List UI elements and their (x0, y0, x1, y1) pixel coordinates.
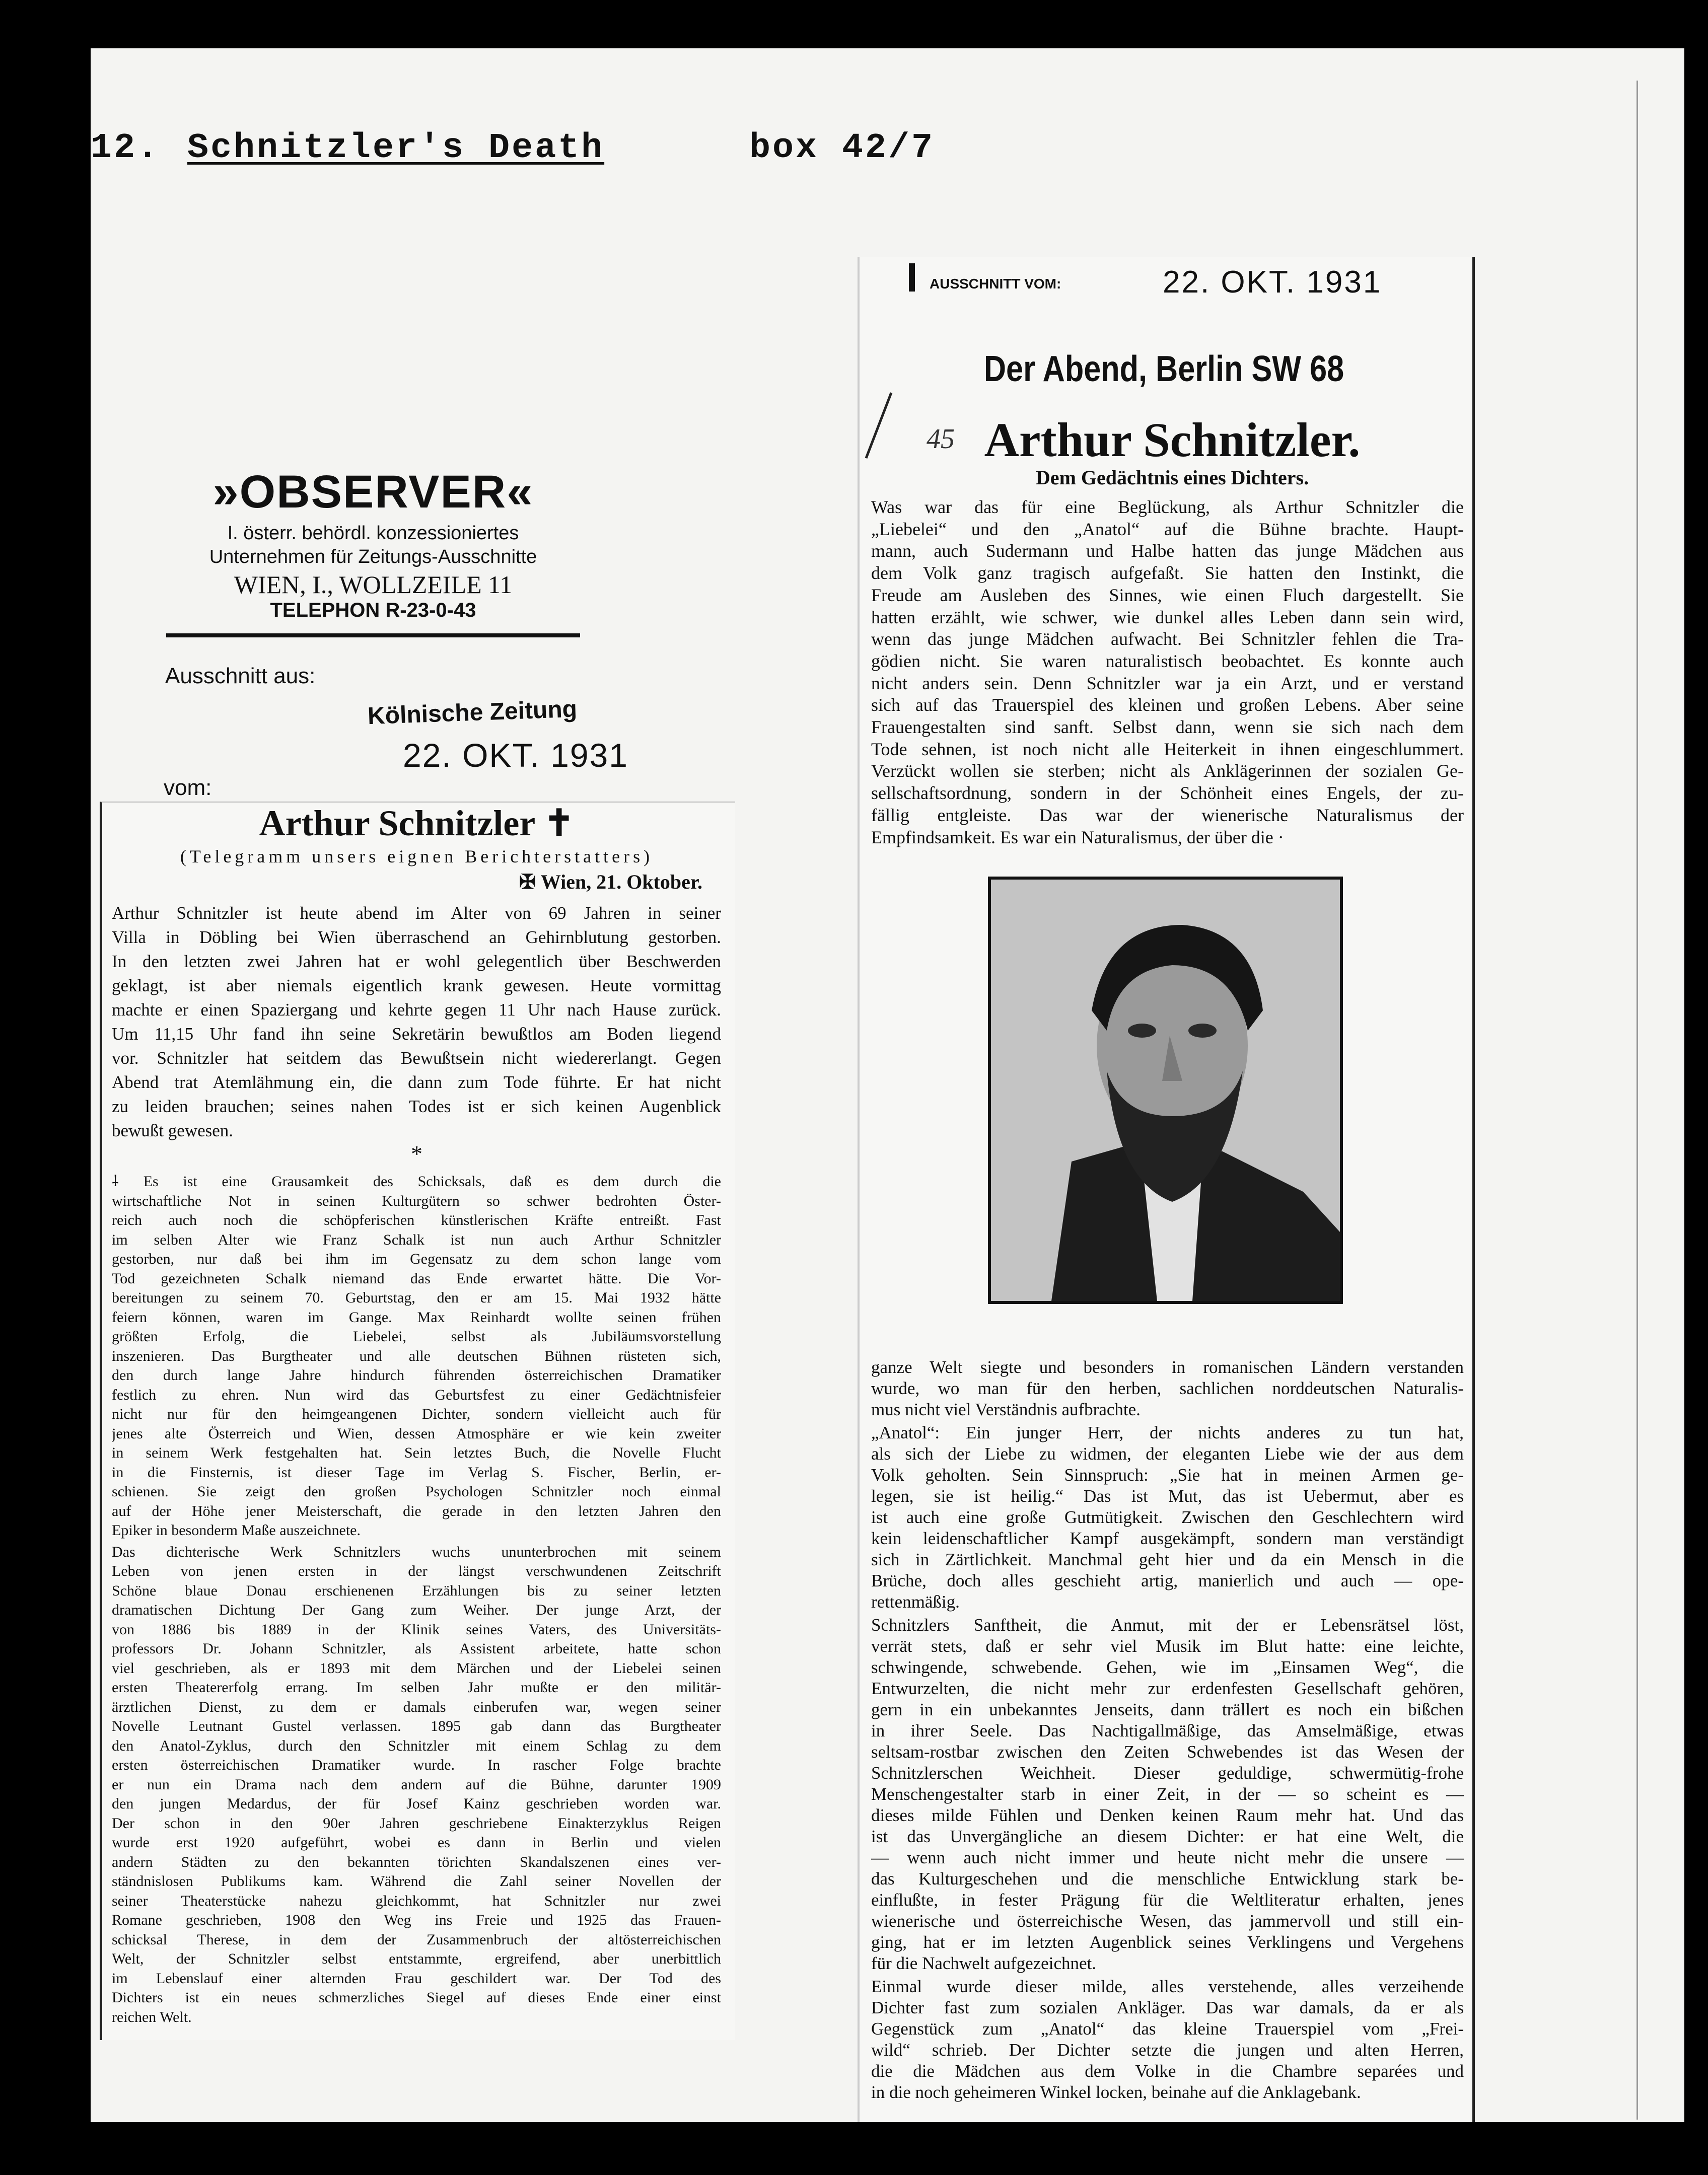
clip-marker (909, 263, 915, 292)
text-line: in ihrer Seele. Das Nachtigallmäßige, das Amselmäßige, etwas (871, 1721, 1464, 1741)
text-line: Um 11,15 Uhr fand ihn seine Sekretärin bewußtlos am Boden liegend (112, 1024, 721, 1044)
adjacent-clipping-edge (1636, 81, 1638, 2120)
text-line: feiern können, waren im Gange. Max Reinhardt wollte seinen frühen (112, 1309, 721, 1326)
text-line: ersten Theatererfolg errang. Im selben Jahr mußte er den militär- (112, 1679, 721, 1696)
text-line: ⸸ Es ist eine Grausamkeit des Schicksals, daß es dem durch die (112, 1173, 721, 1190)
folder-number: 12. (91, 128, 161, 168)
observer-line-2: Unternehmen für Zeitungs-Ausschnitte (209, 546, 537, 567)
text-line: rettenmäßig. (871, 1592, 960, 1612)
text-line: ärztlichen Dienst, zu dem er damals einberufen war, wegen seiner (112, 1698, 721, 1715)
text-line: Novelle Leutnant Gustel verlassen. 1895 gab dann das Burgtheater (112, 1718, 721, 1734)
text-line: mann, auch Sudermann und Halbe hatten das junge Mädchen aus (871, 541, 1464, 561)
text-line: machte er einen Spaziergang und kehrte gegen 11 Uhr nach Hause zurück. (112, 1000, 721, 1020)
text-line: Der schon in den 90er Jahren geschriebene Einakterzyklus Reigen (112, 1815, 721, 1832)
text-line: das Kulturgeschehen und die menschliche Entwicklung stark be- (871, 1869, 1464, 1889)
text-line: die die Mädchen aus dem Volke in die Chambre separées und (871, 2061, 1464, 2081)
text-line: ersten österreichischen Dramatiker wurde. In rascher Folge brachte (112, 1757, 721, 1773)
text-line: bewußt gewesen. (112, 1121, 234, 1140)
text-line: sellschaftsordnung, sondern in der Schönheit eines Engels, der zu- (871, 783, 1464, 804)
text-line: als sich der Liebe zu widmen, der eleganten Liebe wie der aus dem (871, 1444, 1464, 1464)
scan-bottom-border (0, 2122, 1708, 2175)
text-line: zu leiden brauchen; seines nahen Todes ist er sich keinen Augenblick (112, 1097, 721, 1116)
text-line: Schöne blaue Donau erschienenen Erzählungen bis zu seiner letzten (112, 1582, 721, 1599)
text-line: — wenn auch nicht immer und heute nicht mehr die unsere — (871, 1848, 1464, 1867)
text-line: verrät stets, daß er sehr viel Musik im Blut hatte: eine leichte, (871, 1636, 1464, 1656)
text-line: ganze Welt siegte und besonders in romanischen Ländern verstanden (871, 1357, 1464, 1377)
text-line: sich in Zärtlichkeit. Manchmal geht hier und da ein Mensch in die (871, 1550, 1464, 1569)
text-line: im selben Alter wie Franz Schalk ist nun auch Arthur Schnitzler (112, 1231, 721, 1248)
text-line: Menschengestalter starb in einer Zeit, in der — so scheint es — (871, 1784, 1464, 1804)
text-line: sich auf das Trauerspiel des kleinen und großen Lebens. Aber seine (871, 695, 1464, 715)
text-line: ging, hat er im letzten Augenblick seines Verklingens und Vergehens (871, 1932, 1464, 1952)
text-line: vor. Schnitzler hat seitdem das Bewußtsein nicht wiedererlangt. Gegen (112, 1048, 721, 1068)
text-line: gödien nicht. Sie waren naturalistisch beobachtet. Es konnte auch (871, 650, 1464, 671)
paragraph (112, 901, 721, 1143)
left-article-subtitle: (Telegramm unsers eignen Berichterstatters) (180, 846, 654, 866)
clipping-date-label: vom: (164, 775, 212, 800)
text-line: nicht nur für den heimgeangenen Dichter, sondern vielleicht auch für (112, 1406, 721, 1422)
text-line: gern in ein unbekanntes Jenseits, dann trällert es noch ein bißchen (871, 1700, 1464, 1719)
portrait-image (991, 880, 1340, 1301)
text-line: dieses milde Fühlen und Denken keinen Raum mehr hat. Und das (871, 1805, 1464, 1825)
observer-rule (166, 633, 580, 637)
paragraph (871, 1615, 1464, 1974)
observer-address: WIEN, I., WOLLZEILE 11 (234, 570, 513, 599)
text-line: Frauengestalten sind sanft. Selbst dann, wenn sie sich nach dem (871, 717, 1464, 738)
text-line: von 1886 bis 1889 in der Klinik seines Vaters, des Universitäts- (112, 1621, 721, 1638)
text-line: Dichters ist ein neues schmerzliches Siegel auf dieses Ende einer einst (112, 1989, 721, 2006)
text-line: Romane geschrieben, 1908 den Weg ins Freie und 1925 das Frauen- (112, 1912, 721, 1928)
text-line: Empfindsamkeit. Es war ein Naturalismus, der über die · (871, 827, 1284, 847)
text-line: Abend trat Atemlähmung ein, die dann zum Tode führte. Er hat nicht (112, 1072, 721, 1092)
text-line: Welt, der Schnitzler selbst entstammte, ergreifend, aber unerbittlich (112, 1950, 721, 1967)
text-line: Brüche, doch alles geschieht artig, manierlich und auch — ope- (871, 1571, 1464, 1590)
text-line: für die Nachwelt aufgezeichnet. (871, 1953, 1096, 1973)
text-line: Dichter fast zum sozialen Ankläger. Das war damals, da er als (871, 1998, 1464, 2017)
text-line: Gegenstück zum „Anatol“ das kleine Trauerspiel vom „Frei- (871, 2019, 1464, 2039)
observer-phone: TELEPHON R-23-0-43 (270, 599, 476, 621)
text-line: Verzückt wollen sie sterben; nicht als Anklägerinnen der sozialen Ge- (871, 761, 1464, 781)
text-line: dramatischen Dichtung Der Gang zum Weiher. Der junge Arzt, der (112, 1602, 721, 1618)
text-line: inszenieren. Das Burgtheater und alle deutschen Bühnen rüsteten sich, (112, 1347, 721, 1364)
text-line: Freude am Ausleben des Sinnes, wie einen Fluch dargestellt. Sie (871, 585, 1464, 605)
text-line: wild“ schrieb. Der Dichter setzte die jungen und alten Herren, (871, 2040, 1464, 2060)
text-line: Villa in Döbling bei Wien überraschend an Gehirnblutung gestorben. (112, 927, 721, 947)
text-line: ist auch eine große Gutmütigkeit. Zwischen den Geschlechtern wird (871, 1507, 1464, 1527)
text-line: wurde, wo man für den herben, sachlichen norddeutschen Naturalis- (871, 1379, 1464, 1398)
text-line: ist das Unvergängliche an diesem Dichter: er hat eine Welt, die (871, 1827, 1464, 1846)
clip-date-label: AUSSCHNITT VOM: (930, 276, 1061, 292)
text-line: wurde erst 1920 aufgeführt, wobei es dann in Berlin und vielen (112, 1834, 721, 1851)
left-article-title: Arthur Schnitzler ✝ (259, 803, 575, 843)
text-line: schwingende, schwebende. Gehen, wie im „Einsamen Weg“, die (871, 1657, 1464, 1677)
text-line: wenn das junge Mädchen aufwacht. Bei Schnitzler fehlen die Tra- (871, 629, 1464, 649)
portrait-photo (988, 877, 1343, 1304)
text-line: In den letzten zwei Jahren hat er wohl gelegentlich über Beschwerden (112, 952, 721, 971)
text-line: Einmal wurde dieser milde, alles verstehende, alles verzeihende (871, 1977, 1464, 1996)
right-article-subtitle: Dem Gedächtnis eines Dichters. (1035, 466, 1309, 489)
text-line: bereitungen zu seinem 70. Geburtstag, den er am 15. Mai 1932 hätte (112, 1289, 721, 1306)
text-line: in die Finsternis, ist dieser Tage im Verlag S. Fischer, Berlin, er- (112, 1464, 721, 1481)
text-line: reich auch noch die schöpferischen künstlerischen Kräfte entreißt. Fast (112, 1212, 721, 1228)
text-line: Das dichterische Werk Schnitzlers wuchs ununterbrochen mit seinem (112, 1543, 721, 1560)
clip-date-stamp: 22. OKT. 1931 (1163, 265, 1382, 300)
paragraph (871, 1422, 1464, 1613)
text-line: kein leidenschaftlicher Kampf ausgekämpft, sondern man verständigt (871, 1529, 1464, 1548)
text-line: Epiker in besonderm Maße auszeichnete. (112, 1522, 361, 1539)
text-line: gestorben, nur daß bei ihm im Gegensatz zu dem schon lange vom (112, 1251, 721, 1267)
text-line: den Anatol-Zyklus, durch den Schnitzler mit einem Schlag zu dem (112, 1737, 721, 1754)
text-line: er nun ein Drama nach dem andern auf die Bühne, darunter 1909 (112, 1776, 721, 1793)
folder-title (187, 128, 604, 168)
left-article-paragraph-group-2 (112, 1172, 721, 2027)
text-line: Tod gezeichneten Schalk niemand das Ende erwartet hätte. Die Vor- (112, 1270, 721, 1287)
paragraph (871, 496, 1464, 848)
handwritten-note: 45 (927, 423, 955, 455)
folder-title-text: Schnitzler's Death (187, 128, 605, 168)
left-article-paragraph-group-1 (112, 901, 721, 1143)
text-line: in seinem Werk festgehalten hat. Sein letztes Buch, die Novelle Flucht (112, 1444, 721, 1461)
right-article-body-bottom (871, 1357, 1464, 2103)
text-line: geklagt, ist aber niemals eigentlich krank gewesen. Heute vormittag (112, 976, 721, 995)
text-line: den jungen Medardus, der für Josef Kainz geschrieben worden war. (112, 1795, 721, 1812)
text-line: Entwurzelten, die nicht mehr zur erdenfesten Gesellschaft gehören, (871, 1679, 1464, 1698)
right-article-title: Arthur Schnitzler. (984, 413, 1361, 467)
text-line: Leben von jenen ersten in der längst verschwundenen Zeitschrift (112, 1563, 721, 1579)
text-line: in die noch geheimeren Winkel locken, beinahe auf die Anklagebank. (871, 2082, 1361, 2102)
text-line: professors Dr. Johann Schnitzler, als Assistent arbeitete, hatte schon (112, 1640, 721, 1657)
text-line: fällig entgleiste. Das war der wienerische Naturalismus der (871, 805, 1464, 825)
text-line: seltsam-rostbar zwischen den Zeiten Schwebendes ist das Wesen der (871, 1742, 1464, 1762)
text-line: Was war das für eine Beglückung, als Arthur Schnitzler die (871, 497, 1464, 517)
text-line: Schnitzlers Sanftheit, die Anmut, mit der er Lebensrätsel löst, (871, 1615, 1464, 1635)
text-line: auf der Höhe jener Meisterschaft, die gerade in den letzten Jahren den (112, 1502, 721, 1519)
text-line: ständnislosen Publikums kam. Während die Zahl seiner Novellen der (112, 1873, 721, 1890)
clipping-from-label: Ausschnitt aus: (165, 664, 316, 688)
text-line: mus nicht viel Verständnis aufbrachte. (871, 1400, 1141, 1419)
observer-line-1: I. österr. behördl. konzessioniertes (227, 523, 519, 544)
text-line: einflußte, in fester Prägung für die Weltliteratur erhalten, jenes (871, 1890, 1464, 1910)
paragraph (871, 1976, 1464, 2103)
text-line: Volk geholten. Sein Sinnspruch: „Sie hat in meinen Armen ge- (871, 1465, 1464, 1485)
text-line: festlich zu ehren. Nun wird das Geburtsfest zu einer Gedächtnisfeier (112, 1386, 721, 1403)
paragraph (112, 1543, 721, 2027)
text-line: andern Städten zu den bekannten törichten Skandalszenen eines ver- (112, 1853, 721, 1870)
text-line: jenes alte Österreich und Wien, dessen Atmosphäre er wie kein zweiter (112, 1425, 721, 1442)
text-line: den durch lange Jahre hindurch führenden österreichischen Dramatiker (112, 1367, 721, 1384)
stamp-newspaper: Kölnische Zeitung (367, 695, 578, 730)
text-line: legen, sie ist heilig.“ Das ist Mut, das ist Uebermut, aber es (871, 1486, 1464, 1506)
paragraph (112, 1172, 721, 1541)
section-separator: * (411, 1141, 422, 1167)
right-article-body-top (871, 496, 1464, 848)
text-line: dem Volk ganz tragisch aufgefaßt. Sie hatten den Instinkt, die (871, 563, 1464, 584)
text-line: schienen. Sie zeigt den großen Psychologen Schnitzler noch einmal (112, 1483, 721, 1500)
paragraph (871, 1357, 1464, 1420)
text-line: größten Erfolg, die Liebelei, selbst als Jubiläumsvorstellung (112, 1328, 721, 1345)
text-line: Arthur Schnitzler ist heute abend im Alter von 69 Jahren in seiner (112, 903, 721, 923)
text-line: Tode sehnen, ist noch nicht alle Heiterkeit in ihnen eingeschlummert. (871, 739, 1464, 759)
box-number: box 42/7 (749, 128, 935, 168)
text-line: im Lebenslauf einer alternden Frau geschildert war. Der Tod des (112, 1970, 721, 1987)
text-line: schicksal Therese, in dem der Zusammenbruch der altösterreichischen (112, 1931, 721, 1948)
text-line: reichen Welt. (112, 2008, 192, 2025)
observer-logo: »OBSERVER« (212, 466, 534, 518)
text-line: „Liebelei“ und den „Anatol“ auf die Bühne brachte. Haupt- (871, 519, 1464, 539)
newspaper-name: Der Abend, Berlin SW 68 (983, 349, 1344, 389)
stamp-date: 22. OKT. 1931 (403, 737, 628, 774)
text-line: hatten erzählt, wie schwer, wie dunkel alles Leben dann sein wird, (871, 607, 1464, 627)
text-line: „Anatol“: Ein junger Herr, der nichts anderes zu tun hat, (871, 1423, 1464, 1442)
text-line: seiner Theaterstücke nahezu gleichkommt, hat Schnitzler nur zwei (112, 1892, 721, 1909)
left-article-dateline: ✠ Wien, 21. Oktober. (519, 871, 702, 893)
text-line: wirtschaftliche Not in seinen Kulturgütern so schwer bedrohten Öster- (112, 1192, 721, 1209)
text-line: nicht anders sein. Denn Schnitzler war ja ein Arzt, und er verstand (871, 673, 1464, 693)
text-line: viel geschrieben, als er 1893 mit dem Märchen und der Liebelei seinen (112, 1659, 721, 1677)
text-line: wienerische und österreichische Wesen, das jammervoll und still ein- (871, 1911, 1464, 1931)
text-line: Schnitzlerschen Weichheit. Dieser geduldige, schwermütig-frohe (871, 1763, 1464, 1783)
